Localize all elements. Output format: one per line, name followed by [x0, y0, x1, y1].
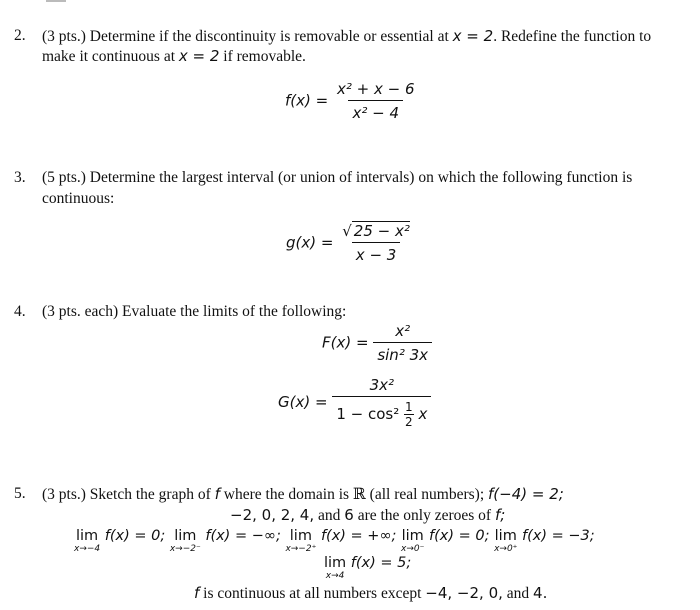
p5-line1-mid: where the domain is ℝ (all real numbers);: [223, 486, 485, 503]
limit-at-4: [324, 555, 411, 581]
f-numerator: x² + x − 6: [336, 80, 415, 98]
p5-line1-f: f: [214, 485, 220, 503]
problem-3-function: [286, 222, 414, 264]
problem-4-G: [278, 376, 431, 429]
G-denominator: [332, 396, 431, 429]
p5-last-math: −4, −2, 0,: [425, 584, 503, 602]
problem-5-last-line: [194, 583, 547, 604]
problem-2-line1-end: . Redefine the function to: [493, 28, 652, 45]
problem-2-function: [285, 80, 419, 122]
lim-sub: x→−2⁻: [169, 544, 201, 554]
problem-2-line1-text: (3 pts.) Determine if the discontinuity is removable or essential at: [42, 28, 449, 45]
problem-2-line2-end: if removable.: [223, 48, 306, 65]
lim-word: lim: [494, 528, 517, 544]
problem-2-line1: [42, 26, 651, 47]
p5-zeroes: −2, 0, 2, 4,: [230, 506, 315, 524]
f-lhs: f(x) =: [285, 91, 329, 110]
lim-sub: x→−2⁺: [285, 544, 317, 554]
p5-and: and: [318, 507, 341, 524]
limit-2-expr: f(x) = −∞;: [205, 528, 281, 544]
g-fraction: [338, 222, 414, 264]
lim-sub: x→−4: [74, 544, 101, 554]
problem-5-line1: [42, 484, 564, 505]
G-den-half: [404, 400, 414, 429]
p5-line2-end: are the only zeroes of: [357, 507, 492, 524]
problem-4-number: 4.: [14, 303, 26, 320]
p5-line1-math: f(−4) = 2;: [488, 485, 564, 503]
p5-last-text: is continuous at all numbers except: [203, 585, 422, 602]
problem-3-line2: continuous:: [42, 190, 115, 207]
limit-4-expr: f(x) = 0;: [428, 528, 490, 544]
limit-4: [401, 528, 424, 554]
scan-mark: [46, 0, 66, 2]
lim-sub: x→4: [325, 571, 345, 581]
problem-4-F: [322, 322, 432, 364]
p5-line2-f: f;: [494, 506, 506, 524]
limit-6: [324, 555, 346, 581]
limit-1: [74, 528, 100, 554]
G-lhs: G(x) =: [278, 393, 328, 411]
problem-4-line1: (3 pts. each) Evaluate the limits of the following:: [42, 303, 347, 320]
lim-word: lim: [75, 528, 99, 544]
p5-last-f: f: [194, 584, 200, 602]
half-den: 2: [405, 415, 413, 429]
lim-word: lim: [289, 528, 312, 544]
lim-word: lim: [401, 528, 424, 544]
f-denominator: x² − 4: [348, 100, 403, 122]
F-fraction: [373, 322, 432, 364]
F-denominator: sin² 3x: [373, 342, 432, 364]
lim-word: lim: [174, 528, 197, 544]
G-den-right: x: [418, 405, 428, 423]
problem-2-line1-math: x = 2: [452, 27, 494, 45]
p5-line1-text: (3 pts.) Sketch the graph of: [42, 486, 211, 503]
half-num: 1: [405, 400, 413, 414]
p5-last-and: and: [506, 585, 530, 602]
limits-row: [74, 528, 595, 554]
problem-3-number: 3.: [14, 169, 26, 186]
limit-6-expr: f(x) = 5;: [350, 555, 412, 571]
limit-1-expr: f(x) = 0;: [104, 528, 166, 544]
limit-5: [494, 528, 517, 554]
F-numerator: x²: [395, 322, 411, 340]
g-numerator: [338, 222, 414, 242]
problem-3-line1: (5 pts.) Determine the largest interval (or union of intervals) on which the following function is: [42, 169, 633, 186]
p5-last-four: 4.: [533, 584, 548, 602]
sqrt-sign: √: [342, 222, 352, 240]
limit-5-expr: f(x) = −3;: [522, 528, 595, 544]
g-lhs: g(x) =: [286, 233, 334, 252]
problem-2-number: 2.: [14, 27, 26, 44]
problem-2-line2: [42, 46, 306, 67]
G-den-left: 1 − cos²: [336, 405, 400, 423]
lim-word: lim: [324, 555, 347, 571]
problem-2-line2-math: x = 2: [178, 47, 220, 65]
g-radicand: 25 − x²: [353, 222, 410, 240]
G-numerator: 3x²: [369, 376, 395, 394]
f-fraction: [333, 80, 419, 122]
problem-5-number: 5.: [14, 485, 26, 502]
lim-sub: x→0⁺: [494, 544, 518, 554]
F-lhs: F(x) =: [322, 333, 369, 352]
limit-3: [285, 528, 316, 554]
limit-3-expr: f(x) = +∞;: [320, 528, 397, 544]
problem-5-line2: [230, 505, 505, 526]
limit-2: [170, 528, 201, 554]
p5-six: 6: [344, 506, 354, 524]
lim-sub: x→0⁻: [401, 544, 425, 554]
g-denominator: x − 3: [352, 242, 401, 264]
G-fraction: [332, 376, 431, 429]
problem-2-line2-text: make it continuous at: [42, 48, 176, 65]
